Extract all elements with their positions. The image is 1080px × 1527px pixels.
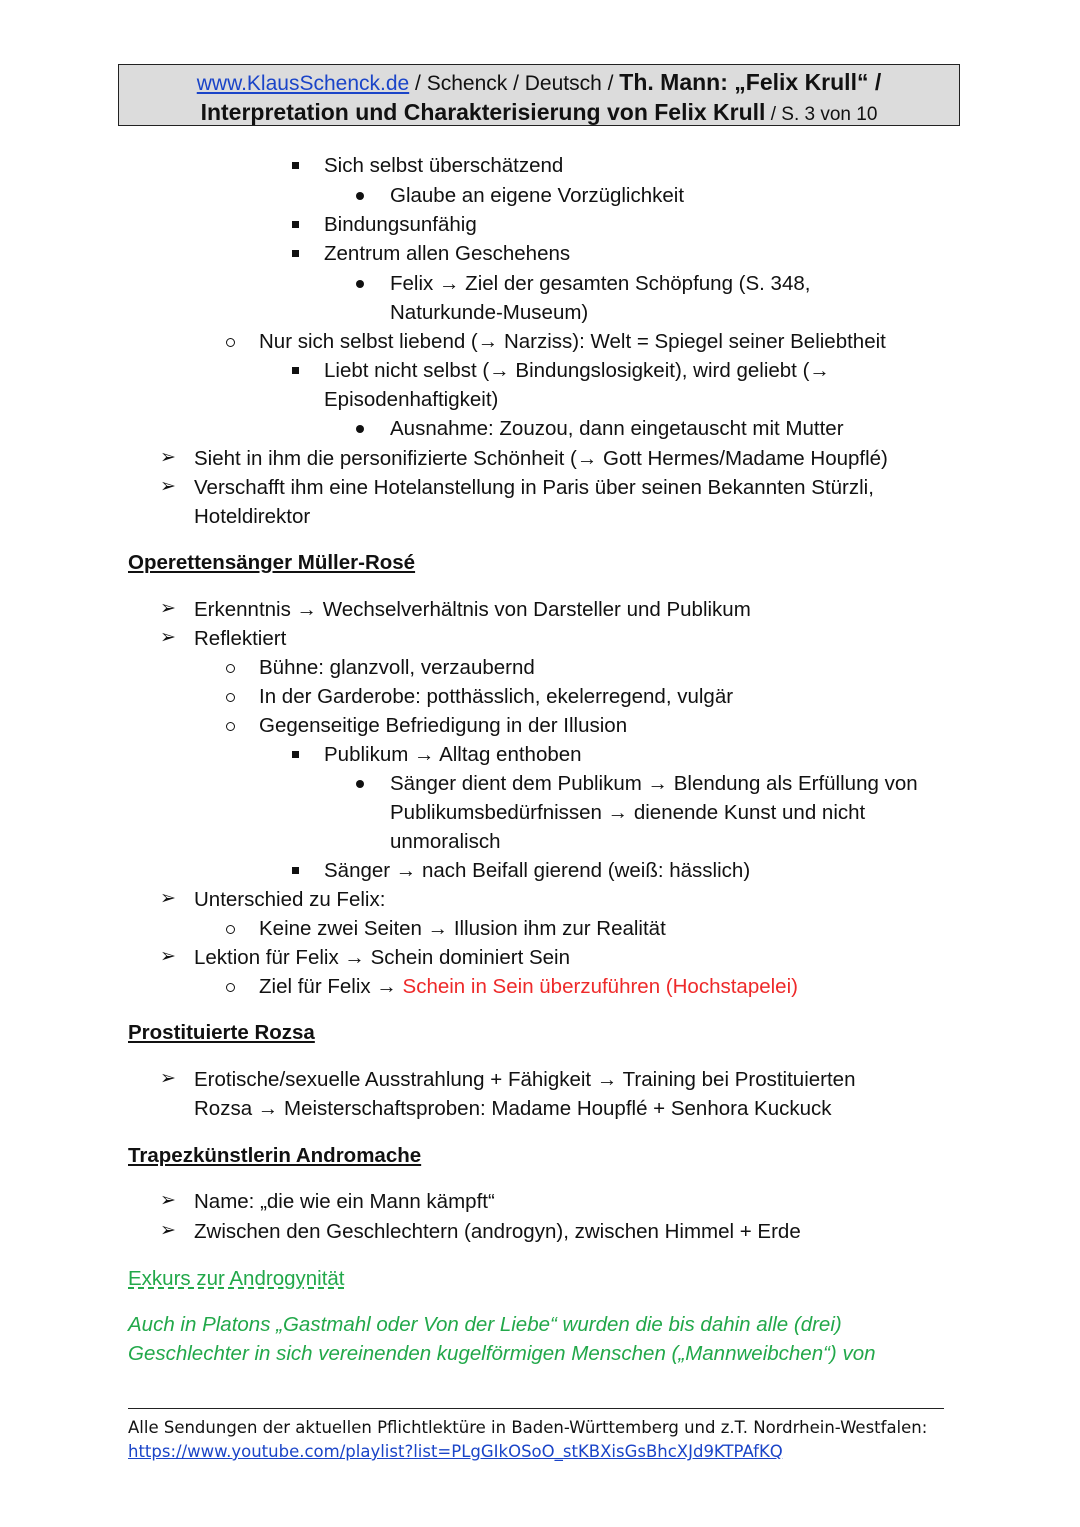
list-item-continued: Publikumsbedürfnissen → dienende Kunst und nicht	[390, 801, 866, 824]
list-item-continued: Episodenhaftigkeit)	[324, 388, 499, 411]
circle-bullet-icon	[226, 664, 235, 673]
highlight-red: Schein in Sein überzuführen (Hochstapelei)	[402, 975, 798, 998]
arrowhead-bullet-icon: ➢	[160, 475, 176, 497]
list-item: Bühne: glanzvoll, verzaubernd	[259, 656, 535, 679]
list-item: Nur sich selbst liebend (→ Narziss): Welt = Spiegel seiner Beliebtheit	[259, 330, 886, 353]
section-heading-mueller-rose: Operettensänger Müller-Rosé	[128, 551, 416, 574]
list-item: Verschafft ihm eine Hotelanstellung in Paris über seinen Bekannten Stürzli,	[194, 476, 874, 499]
list-item: Unterschied zu Felix:	[194, 888, 386, 911]
square-bullet-icon	[292, 751, 299, 758]
list-item: Zwischen den Geschlechtern (androgyn), zwischen Himmel + Erde	[194, 1220, 801, 1243]
arrowhead-bullet-icon: ➢	[160, 626, 176, 648]
footer-playlist-link[interactable]: https://www.youtube.com/playlist?list=PLgGIkOSoO_stKBXisGsBhcXJd9KTPAfKQ	[128, 1442, 783, 1461]
list-item: Reflektiert	[194, 627, 287, 650]
list-item-continued: Naturkunde-Museum)	[390, 301, 589, 324]
list-item: Glaube an eigene Vorzüglichkeit	[390, 184, 685, 207]
circle-bullet-icon	[226, 693, 235, 702]
list-item: Erotische/sexuelle Ausstrahlung + Fähigkeit → Training bei Prostituierten	[194, 1068, 856, 1091]
arrowhead-bullet-icon: ➢	[160, 1189, 176, 1211]
list-item: Bindungsunfähig	[324, 213, 477, 236]
page-header	[118, 64, 960, 126]
list-item	[259, 972, 798, 1001]
square-bullet-icon	[292, 367, 299, 374]
list-item: Sich selbst überschätzend	[324, 154, 564, 177]
arrowhead-bullet-icon: ➢	[160, 1219, 176, 1241]
arrowhead-bullet-icon: ➢	[160, 597, 176, 619]
arrowhead-bullet-icon: ➢	[160, 887, 176, 909]
arrowhead-bullet-icon: ➢	[160, 446, 176, 468]
list-item: Gegenseitige Befriedigung in der Illusion	[259, 714, 628, 737]
list-item: Zentrum allen Geschehens	[324, 242, 571, 265]
list-item: Publikum → Alltag enthoben	[324, 743, 582, 766]
section-heading-andromache: Trapezkünstlerin Andromache	[128, 1144, 422, 1167]
footer-divider	[128, 1408, 944, 1409]
excursus-text: Geschlechter in sich vereinenden kugelförmigen Menschen („Mannweibchen“) von	[128, 1342, 876, 1365]
list-item-text: Ziel für Felix →	[259, 975, 403, 998]
footer-text: Alle Sendungen der aktuellen Pflichtlektüre in Baden-Württemberg und z.T. Nordrhein-Westfalen:	[128, 1418, 928, 1437]
list-item: Sieht in ihm die personifizierte Schönheit (→ Gott Hermes/Madame Houpflé)	[194, 447, 888, 470]
header-page: / S. 3 von 10	[765, 104, 878, 125]
site-link[interactable]: www.KlausSchenck.de	[196, 72, 410, 95]
list-item: Sänger → nach Beifall gierend (weiß: hässlich)	[324, 859, 751, 882]
list-item: Ausnahme: Zouzou, dann eingetauscht mit Mutter	[390, 417, 844, 440]
header-title-b: Interpretation und Charakterisierung von Felix Krull	[200, 99, 766, 125]
dot-bullet-icon	[356, 425, 364, 433]
square-bullet-icon	[292, 221, 299, 228]
excursus-heading: Exkurs zur Androgynität	[128, 1267, 345, 1290]
arrowhead-bullet-icon: ➢	[160, 1067, 176, 1089]
header-title-a: Th. Mann: „Felix Krull“ /	[619, 69, 882, 95]
dot-bullet-icon	[356, 192, 364, 200]
circle-bullet-icon	[226, 722, 235, 731]
list-item: Felix → Ziel der gesamten Schöpfung (S. 348,	[390, 272, 811, 295]
header-path: / Schenck / Deutsch /	[409, 72, 620, 95]
list-item-continued: Hoteldirektor	[194, 505, 311, 528]
circle-bullet-icon	[226, 983, 235, 992]
square-bullet-icon	[292, 250, 299, 257]
circle-bullet-icon	[226, 338, 235, 347]
circle-bullet-icon	[226, 925, 235, 934]
list-item-continued: Rozsa → Meisterschaftsproben: Madame Houpflé + Senhora Kuckuck	[194, 1097, 832, 1120]
list-item: Liebt nicht selbst (→ Bindungslosigkeit), wird geliebt (→	[324, 359, 830, 382]
list-item-continued: unmoralisch	[390, 830, 501, 853]
excursus-text: Auch in Platons „Gastmahl oder Von der Liebe“ wurden die bis dahin alle (drei)	[128, 1313, 842, 1336]
list-item: Keine zwei Seiten → Illusion ihm zur Realität	[259, 917, 666, 940]
arrowhead-bullet-icon: ➢	[160, 945, 176, 967]
list-item: Lektion für Felix → Schein dominiert Sein	[194, 946, 571, 969]
dot-bullet-icon	[356, 280, 364, 288]
square-bullet-icon	[292, 162, 299, 169]
list-item: Name: „die wie ein Mann kämpft“	[194, 1190, 495, 1213]
list-item: Sänger dient dem Publikum → Blendung als Erfüllung von	[390, 772, 918, 795]
list-item: In der Garderobe: potthässlich, ekelerregend, vulgär	[259, 685, 734, 708]
dot-bullet-icon	[356, 780, 364, 788]
section-heading-rozsa: Prostituierte Rozsa	[128, 1021, 315, 1044]
list-item: Erkenntnis → Wechselverhältnis von Darsteller und Publikum	[194, 598, 751, 621]
square-bullet-icon	[292, 867, 299, 874]
